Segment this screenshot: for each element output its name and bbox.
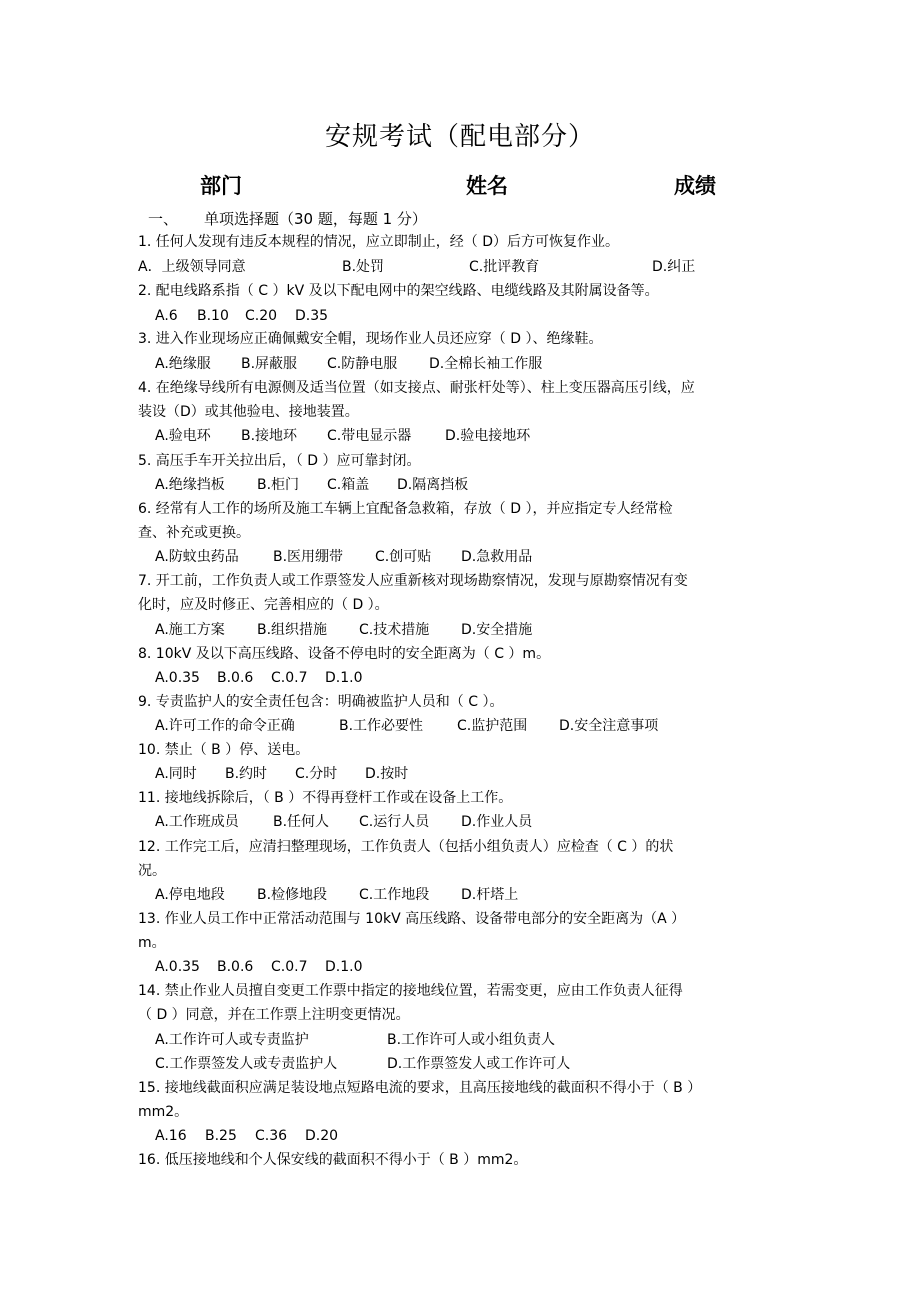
question-9: 9. 专责监护人的安全责任包含：明确被监护人员和（ C ）。 xyxy=(138,694,504,710)
question-8: 8. 10kV 及以下高压线路、设备不停电时的安全距离为（ C ）m。 xyxy=(138,646,551,662)
option-2d: D.35 xyxy=(295,308,329,324)
option-1a: A．上级领导同意 xyxy=(138,259,246,275)
option-3d: D.全棉长袖工作服 xyxy=(429,356,543,372)
option-4b: B.接地环 xyxy=(241,428,298,444)
option-9d: D.安全注意事项 xyxy=(559,718,659,734)
option-10c: C.分时 xyxy=(295,766,338,782)
option-5c: C.箱盖 xyxy=(327,477,370,493)
question-4-line-2: 装设（D）或其他验电、接地装置。 xyxy=(138,404,359,420)
question-13-line-1: 13. 作业人员工作中正常活动范围与 10kV 高压线路、设备带电部分的安全距离为（A ） xyxy=(138,911,686,927)
option-4a: A.验电环 xyxy=(155,428,211,444)
option-10d: D.按时 xyxy=(365,766,409,782)
option-8b: B.0.6 xyxy=(217,670,254,686)
option-11b: B.任何人 xyxy=(273,814,330,830)
option-9b: B.工作必要性 xyxy=(339,718,424,734)
section-label: 单项选择题（30 题，每题 1 分） xyxy=(204,210,427,228)
option-1d: D.纠正 xyxy=(652,259,696,275)
option-15c: C.36 xyxy=(255,1128,288,1144)
option-8a: A.0.35 xyxy=(155,670,200,686)
option-15d: D.20 xyxy=(305,1128,339,1144)
question-1: 1. 任何人发现有违反本规程的情况，应立即制止，经（ D）后方可恢复作业。 xyxy=(138,234,620,250)
option-2c: C.20 xyxy=(245,308,278,324)
option-13a: A.0.35 xyxy=(155,959,200,975)
question-3: 3. 进入作业现场应正确佩戴安全帽，现场作业人员还应穿（ D ）、绝缘鞋。 xyxy=(138,331,603,347)
option-1c: C.批评教育 xyxy=(469,259,540,275)
question-15-line-1: 15. 接地线截面积应满足装设地点短路电流的要求，且高压接地线的截面积不得小于（ B ） xyxy=(138,1080,702,1096)
option-6b: B.医用绷带 xyxy=(273,549,344,565)
page-title: 安规考试（配电部分） xyxy=(324,122,595,152)
option-11c: C.运行人员 xyxy=(359,814,430,830)
question-7-line-2: 化时，应及时修正、完善相应的（ D ）。 xyxy=(138,597,389,613)
question-4-line-1: 4. 在绝缘导线所有电源侧及适当位置（如支接点、耐张杆处等）、柱上变压器高压引线，应 xyxy=(138,380,695,396)
option-12d: D.杆塔上 xyxy=(461,887,519,903)
option-6d: D.急救用品 xyxy=(461,549,533,565)
option-2a: A.6 xyxy=(155,308,178,324)
option-10b: B.约时 xyxy=(225,766,268,782)
question-10: 10. 禁止（ B ）停、送电。 xyxy=(138,742,310,758)
name-label: 姓名 xyxy=(466,174,508,198)
option-11d: D.作业人员 xyxy=(461,814,533,830)
option-7d: D.安全措施 xyxy=(461,622,533,638)
question-2: 2. 配电线路系指（ C ）kV 及以下配电网中的架空线路、电缆线路及其附属设备等。 xyxy=(138,283,659,299)
option-5b: B.柜门 xyxy=(257,477,300,493)
option-14b: B.工作许可人或小组负责人 xyxy=(387,1032,556,1048)
option-10a: A.同时 xyxy=(155,766,197,782)
option-13c: C.0.7 xyxy=(271,959,308,975)
option-1b: B.处罚 xyxy=(342,259,385,275)
option-9a: A.许可工作的命令正确 xyxy=(155,718,295,734)
option-8c: C.0.7 xyxy=(271,670,308,686)
dept-label: 部门 xyxy=(200,174,242,198)
option-14a: A.工作许可人或专责监护 xyxy=(155,1032,309,1048)
option-13b: B.0.6 xyxy=(217,959,254,975)
option-11a: A.工作班成员 xyxy=(155,814,239,830)
option-5d: D.隔离挡板 xyxy=(397,477,469,493)
option-9c: C.监护范围 xyxy=(457,718,528,734)
option-4d: D.验电接地环 xyxy=(445,428,531,444)
question-6-line-2: 查、补充或更换。 xyxy=(138,525,250,541)
option-12b: B.检修地段 xyxy=(257,887,328,903)
option-14c: C.工作票签发人或专责监护人 xyxy=(155,1056,338,1072)
question-16: 16. 低压接地线和个人保安线的截面积不得小于（ B ）mm2。 xyxy=(138,1152,528,1168)
score-label: 成绩 xyxy=(674,174,716,198)
option-5a: A.绝缘挡板 xyxy=(155,477,225,493)
question-11: 11. 接地线拆除后，（ B ）不得再登杆工作或在设备上工作。 xyxy=(138,790,513,806)
option-3b: B.屏蔽服 xyxy=(241,356,298,372)
option-7c: C.技术措施 xyxy=(359,622,430,638)
question-13-line-2: m。 xyxy=(138,935,166,951)
option-7a: A.施工方案 xyxy=(155,622,225,638)
option-2b: B.10 xyxy=(197,308,229,324)
option-3a: A.绝缘服 xyxy=(155,356,211,372)
question-12-line-2: 况。 xyxy=(138,863,166,879)
option-14d: D.工作票签发人或工作许可人 xyxy=(387,1056,571,1072)
option-6c: C.创可贴 xyxy=(375,549,432,565)
option-4c: C.带电显示器 xyxy=(327,428,412,444)
section-heading xyxy=(148,208,427,229)
option-6a: A.防蚊虫药品 xyxy=(155,549,239,565)
option-12c: C.工作地段 xyxy=(359,887,430,903)
option-12a: A.停电地段 xyxy=(155,887,225,903)
option-15b: B.25 xyxy=(205,1128,237,1144)
question-14-line-1: 14. 禁止作业人员擅自变更工作票中指定的接地线位置，若需变更，应由工作负责人征得 xyxy=(138,983,683,999)
option-15a: A.16 xyxy=(155,1128,187,1144)
option-7b: B.组织措施 xyxy=(257,622,328,638)
question-7-line-1: 7. 开工前，工作负责人或工作票签发人应重新核对现场勘察情况，发现与原勘察情况有变 xyxy=(138,573,688,589)
question-6-line-1: 6. 经常有人工作的场所及施工车辆上宜配备急救箱，存放（ D ），并应指定专人经常检 xyxy=(138,501,673,517)
option-13d: D.1.0 xyxy=(325,959,363,975)
option-8d: D.1.0 xyxy=(325,670,363,686)
question-12-line-1: 12. 工作完工后，应清扫整理现场，工作负责人（包括小组负责人）应检查（ C ）的状 xyxy=(138,839,674,855)
question-5: 5. 高压手车开关拉出后，（ D ）应可靠封闭。 xyxy=(138,453,421,469)
section-number: 一、 xyxy=(148,210,179,228)
option-3c: C.防静电服 xyxy=(327,356,398,372)
question-15-line-2: mm2。 xyxy=(138,1104,189,1120)
question-14-line-2: （ D ）同意，并在工作票上注明变更情况。 xyxy=(138,1007,410,1023)
